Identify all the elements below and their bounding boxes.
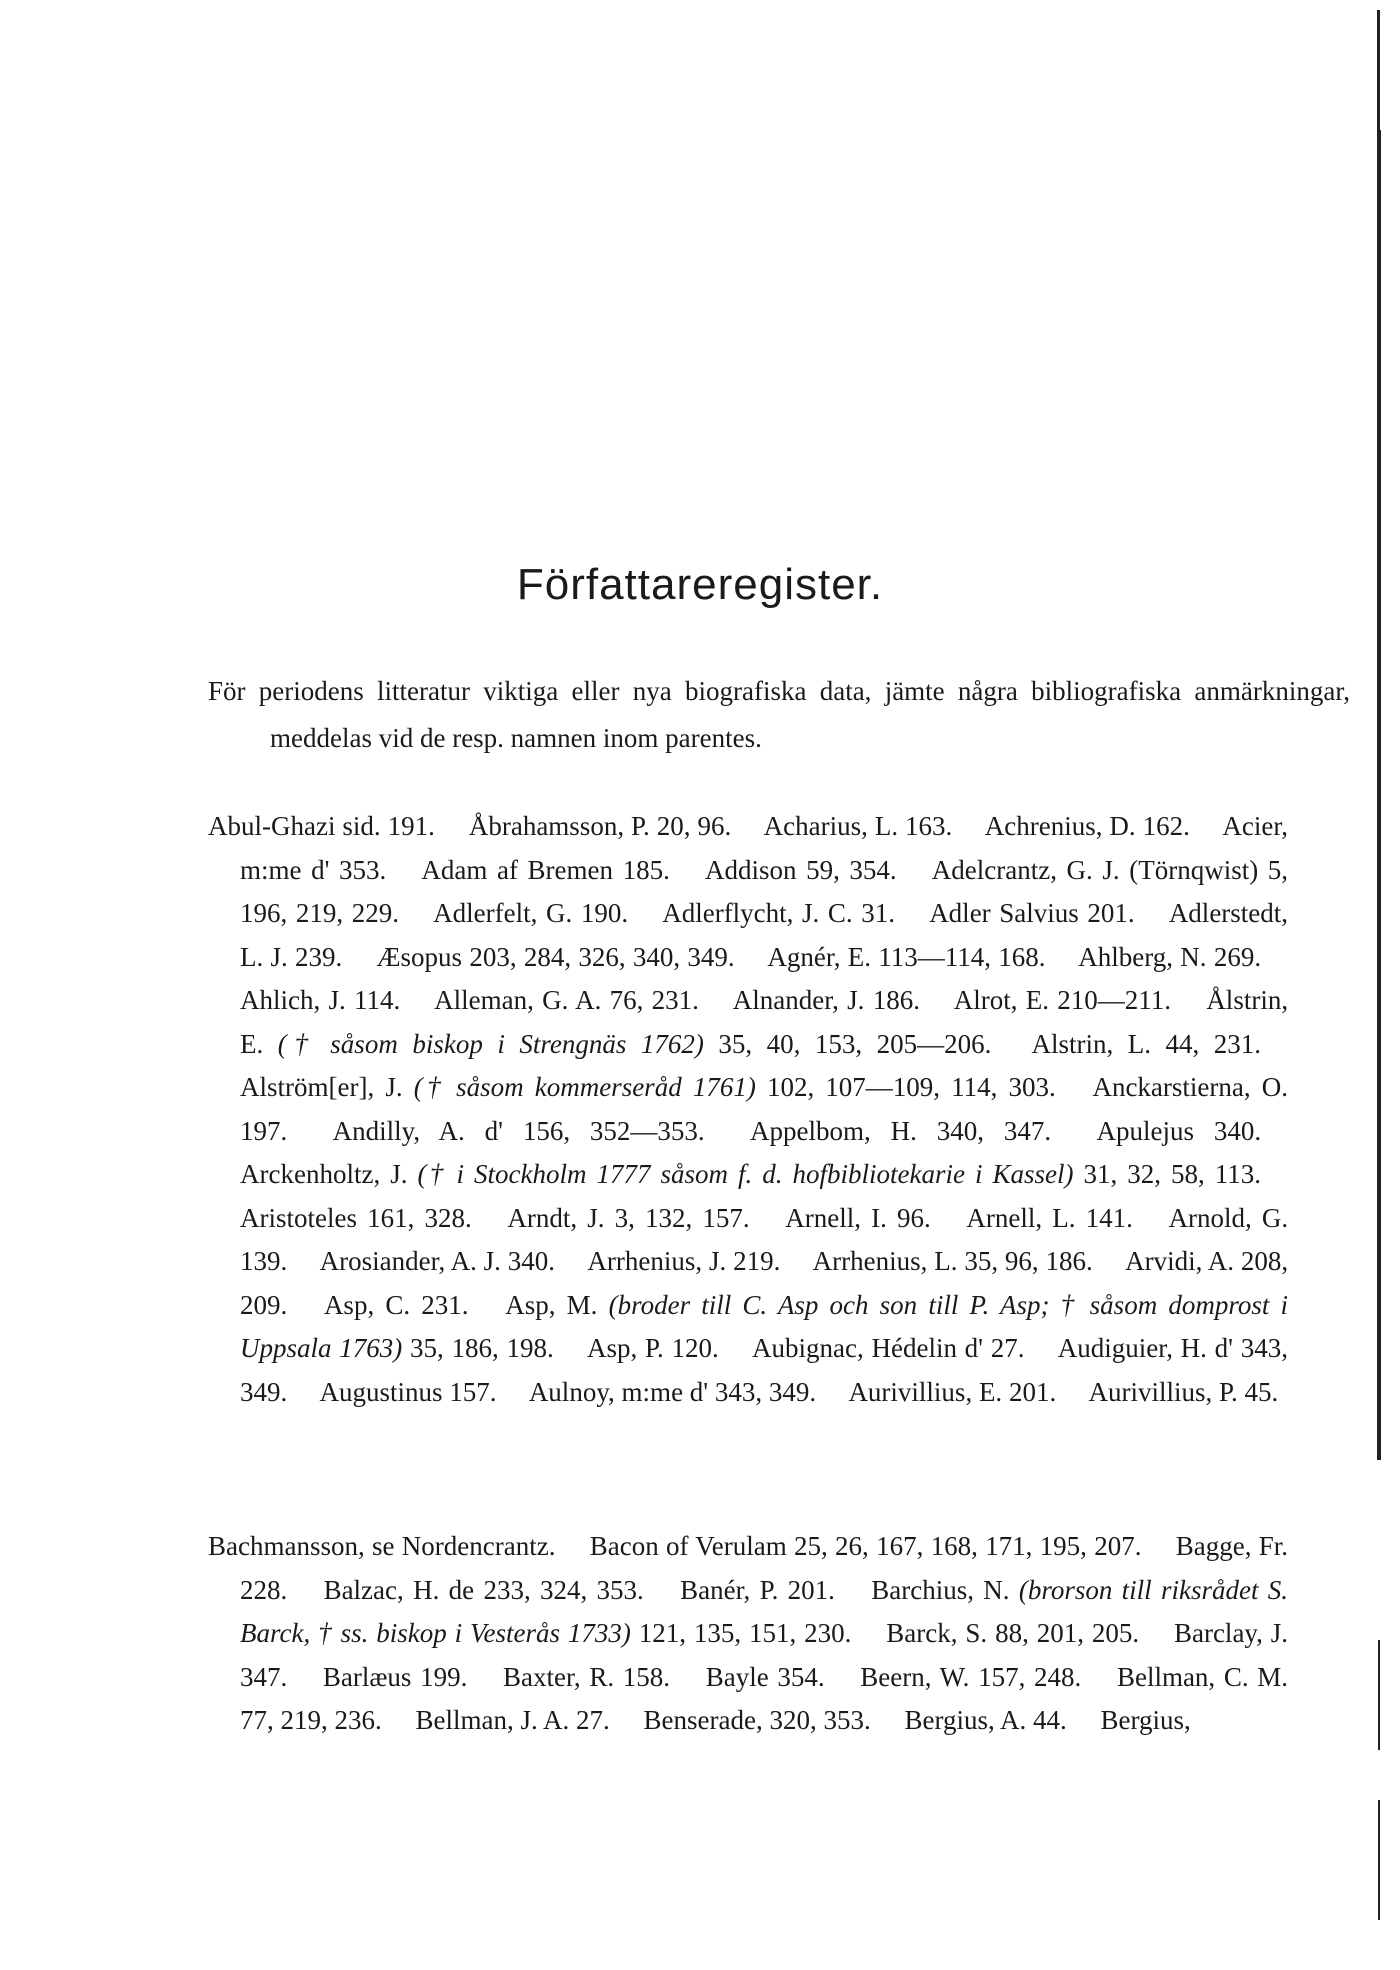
register-entry [1078, 942, 1261, 972]
register-entry [1100, 1705, 1190, 1735]
entry-pages: 185. [622, 854, 670, 885]
register-entry [1031, 1029, 1261, 1059]
register-entry [680, 1575, 835, 1605]
entry-pages: 239. [295, 941, 343, 972]
entry-pages: 44. [1032, 1705, 1067, 1735]
register-entry [733, 985, 920, 1015]
entry-name: Bergius, A. [904, 1705, 1027, 1735]
register-entry [529, 1377, 816, 1407]
page-edge-line [1378, 1800, 1380, 1920]
entry-name: Bergius, [1100, 1705, 1191, 1735]
entry-name: Arnell, I. [785, 1202, 887, 1233]
entry-name: Adelcrantz, G. J. (Törnqwist) [931, 854, 1259, 885]
entry-pages: 20, 96. [656, 811, 732, 841]
entry-name: Apulejus [1096, 1115, 1194, 1146]
entry-pages: 201. [1008, 1376, 1057, 1407]
entry-pages: 201. [787, 1574, 835, 1605]
entry-name: Balzac, H. de [323, 1574, 475, 1605]
entry-name: Abul-Ghazi [208, 811, 336, 841]
register-entry [240, 985, 400, 1015]
register-entry [507, 1203, 749, 1233]
entry-pages: 31, 32, 58, 113. [1083, 1159, 1262, 1189]
entry-name: Arosiander, A. J. [319, 1246, 501, 1276]
entry-name: Aulnoy, m:me d' [528, 1376, 709, 1407]
entry-name: Alleman, G. A. [434, 985, 602, 1015]
entry-pages: 158. [622, 1661, 671, 1692]
register-entry [208, 1531, 555, 1561]
entry-name: Asp, C. [323, 1289, 411, 1320]
entry-name: Alrot, E. [953, 985, 1049, 1015]
entry-pages: 76, 231. [609, 985, 699, 1015]
register-entry [785, 1203, 930, 1233]
entry-pages: 197. [240, 1115, 288, 1146]
entry-pages: 353. [339, 854, 387, 885]
entry-pages: 354. [777, 1661, 825, 1692]
entry-name: Ahlberg, N. [1078, 941, 1207, 972]
entry-note: (brorson till riksrådet S. Barck, † ss. biskop i Vesterås 1733) [240, 1574, 1289, 1648]
entry-pages: 96. [896, 1202, 931, 1233]
entry-name: Arvidi, A. [1125, 1246, 1234, 1276]
entry-name: Barck, S. [886, 1618, 988, 1648]
entry-name: Agnér, E. [767, 941, 872, 972]
entry-note: († i Stockholm 1777 såsom f. d. hofbibliotekarie i Kassel) [417, 1159, 1074, 1189]
entry-name: Arndt, J. [507, 1202, 605, 1233]
entry-pages: 139. [240, 1246, 288, 1276]
entry-pages: sid. 191. [342, 811, 435, 841]
entry-pages: 114. [354, 985, 401, 1015]
register-entry [752, 1333, 1025, 1363]
entry-name: Alnander, J. [732, 985, 865, 1015]
register-entry [764, 811, 953, 841]
entry-name: Audiguier, H. d' [1057, 1333, 1234, 1363]
register-entry [320, 1246, 555, 1276]
register-entry [240, 1159, 1261, 1189]
register-entry [240, 1072, 1056, 1102]
register-entry [469, 811, 731, 841]
entry-name: Åbrahamsson, P. [468, 811, 650, 841]
register-entry [1088, 1377, 1278, 1407]
entry-name: Ahlich, J. [240, 985, 346, 1015]
intro-paragraph: För periodens litteratur viktiga eller nya biografiska data, jämte några bibliografiska anmärkningar, meddelas vid de resp. namnen inom parentes. [208, 676, 1350, 753]
entry-pages: 219. [733, 1246, 781, 1276]
page-edge-line [1378, 1640, 1380, 1750]
register-entry [662, 898, 895, 928]
entry-pages: 5, 196, 219, 229. [240, 854, 1289, 928]
entry-pages: 35, 40, 153, 205—206. [718, 1028, 992, 1059]
register-entry [904, 1705, 1066, 1735]
register-entry [324, 1575, 644, 1605]
entry-name: Banér, P. [680, 1574, 779, 1605]
entry-pages: 231. [421, 1289, 469, 1320]
register-entry [985, 811, 1190, 841]
entry-name: Asp, P. [586, 1333, 664, 1363]
entry-pages: 27. [990, 1333, 1025, 1363]
register-entry [587, 1333, 719, 1363]
entry-name: Adam af Bremen [421, 854, 614, 885]
entry-name: Acier, m:me d' [240, 811, 1288, 885]
entry-pages: 27. [576, 1705, 610, 1735]
entry-pages: 343, 349. [714, 1376, 817, 1407]
entry-name: Adlerflycht, J. C. [662, 898, 853, 928]
register-entry [1096, 1116, 1261, 1146]
entry-pages: 210—211. [1057, 985, 1172, 1015]
page-title: Författareregister. [516, 560, 884, 609]
entry-name: Benserade, [643, 1705, 763, 1735]
entry-pages: 186. [872, 985, 920, 1015]
register-entry [860, 1662, 1081, 1692]
entry-pages: 157, 248. [978, 1661, 1082, 1692]
entry-pages: 269. [1213, 941, 1262, 972]
register-entry [966, 1203, 1132, 1233]
entry-pages: 88, 201, 205. [995, 1618, 1140, 1648]
entry-name: Baxter, R. [503, 1661, 615, 1692]
entry-name: Æsopus [376, 941, 463, 972]
entry-name: Augustinus [319, 1376, 443, 1407]
entry-pages: 35, 186, 198. [410, 1333, 554, 1363]
register-entry [320, 1377, 497, 1407]
entry-pages: 102, 107—109, 114, 303. [766, 1072, 1056, 1102]
register-entry [929, 898, 1134, 928]
entry-note: († såsom kommerseråd 1761) [413, 1072, 756, 1102]
entry-name: Arckenholtz, J. [240, 1159, 408, 1189]
entry-name: Ålstrin, E. [240, 985, 1289, 1059]
entry-name: Adler Salvius [929, 898, 1079, 928]
register-entry [333, 1116, 705, 1146]
entry-pages: 347. [240, 1661, 288, 1692]
register-entry [208, 811, 435, 841]
entry-name: Asp, M. [505, 1289, 598, 1320]
entry-pages: 199. [420, 1661, 468, 1692]
register-entry [590, 1531, 1142, 1561]
entry-pages: 162. [1142, 811, 1190, 841]
register-entry [416, 1705, 610, 1735]
entry-pages: 35, 96, 186. [964, 1246, 1093, 1276]
entry-pages: 113—114, 168. [878, 941, 1046, 972]
entry-name: Adlerfelt, G. [433, 898, 573, 928]
entry-name: Arnell, L. [966, 1202, 1076, 1233]
register-entry [323, 1662, 467, 1692]
entry-name: Barlæus [322, 1661, 412, 1692]
entry-name: Adlerstedt, L. J. [240, 898, 1289, 972]
entry-name: Addison [704, 854, 797, 885]
entry-pages: 44, 231. [1165, 1028, 1261, 1059]
entry-pages: 163. [905, 811, 953, 841]
register-entry [750, 1116, 1051, 1146]
entry-name: Arrhenius, J. [587, 1246, 727, 1276]
entry-pages: 343, 349. [240, 1333, 1289, 1407]
entry-name: Bagge, Fr. [1175, 1531, 1289, 1561]
entry-pages: 233, 324, 353. [483, 1574, 644, 1605]
register-entry [705, 855, 897, 885]
entry-name: Acharius, L. [763, 811, 899, 841]
entry-pages: 25, 26, 167, 168, 171, 195, 207. [794, 1531, 1142, 1561]
entry-note: († såsom biskop i Strengnäs 1762) [277, 1028, 704, 1059]
entry-name: Arrhenius, L. [812, 1246, 958, 1276]
register-entry [886, 1618, 1139, 1648]
register-entry [324, 1290, 469, 1320]
entry-name: Achrenius, D. [984, 811, 1136, 841]
entry-pages: 208, 209. [240, 1246, 1289, 1320]
entry-name: Barclay, J. [1173, 1618, 1289, 1648]
entry-name: Beern, W. [860, 1661, 970, 1692]
entry-pages: 157. [449, 1376, 497, 1407]
entry-name: Alström[er], J. [240, 1072, 403, 1102]
entry-pages: 203, 284, 326, 340, 349. [469, 941, 735, 972]
entry-name: Aurivillius, E. [848, 1376, 1003, 1407]
entry-name: Aristoteles [240, 1202, 357, 1233]
entry-pages: 201. [1087, 898, 1135, 928]
register-entry [767, 942, 1045, 972]
entry-name: Bellman, J. A. [415, 1705, 570, 1735]
entry-name: Appelbom, H. [750, 1115, 917, 1146]
page-edge-line [1377, 10, 1380, 140]
entry-name: Andilly, A. d' [332, 1115, 503, 1146]
register-entry [434, 985, 699, 1015]
register-entry [954, 985, 1171, 1015]
entry-pages: 190. [580, 898, 629, 928]
register-entry [644, 1705, 871, 1735]
register-entry [377, 942, 735, 972]
entry-name: Alstrin, L. [1031, 1028, 1151, 1059]
entry-name: Bacon of Verulam [589, 1531, 787, 1561]
entry-name: Bellman, C. M. [1116, 1661, 1289, 1692]
entry-pages: 156, 352—353. [522, 1115, 705, 1146]
register-entry [240, 1203, 472, 1233]
entry-pages: 45. [1244, 1376, 1279, 1407]
entry-pages: 77, 219, 236. [240, 1705, 382, 1735]
page-edge-line [1377, 130, 1381, 1460]
entry-pages: 3, 132, 157. [614, 1202, 750, 1233]
entry-pages: 31. [861, 898, 896, 928]
entry-pages: 340, 347. [936, 1115, 1052, 1146]
entry-pages: 121, 135, 151, 230. [638, 1618, 852, 1648]
entry-pages: 59, 354. [806, 854, 897, 885]
entry-pages: 141. [1085, 1202, 1133, 1233]
register-entry [848, 1377, 1056, 1407]
register-entry [587, 1246, 780, 1276]
register-entry [421, 855, 669, 885]
entry-pages: 161, 328. [367, 1202, 472, 1233]
entry-pages: 228. [240, 1574, 288, 1605]
entry-name: Aurivillius, P. [1088, 1376, 1238, 1407]
register-entry [503, 1662, 670, 1692]
entry-name: Aubignac, Hédelin d' [752, 1333, 984, 1363]
entry-name: Anckarstierna, O. [1092, 1072, 1289, 1102]
register-entry [433, 898, 628, 928]
entry-note: (broder till C. Asp och son till P. Asp; † såsom domprost i Uppsala 1763) [240, 1289, 1289, 1363]
entry-pages: 320, 353. [769, 1705, 871, 1735]
register-entry [706, 1662, 825, 1692]
entry-pages: 340. [1213, 1115, 1262, 1146]
entry-pages: 340. [507, 1246, 556, 1276]
entry-name: Bachmansson, se Nordencrantz. [208, 1531, 556, 1561]
register-section-b [208, 1525, 1288, 1743]
register-entry [813, 1246, 1093, 1276]
entry-name: Arnold, G. [1168, 1202, 1289, 1233]
entry-name: Bayle [705, 1661, 769, 1692]
register-section-a [208, 805, 1288, 1414]
entry-pages: 120. [671, 1333, 719, 1363]
entry-name: Barchius, N. [871, 1574, 1010, 1605]
